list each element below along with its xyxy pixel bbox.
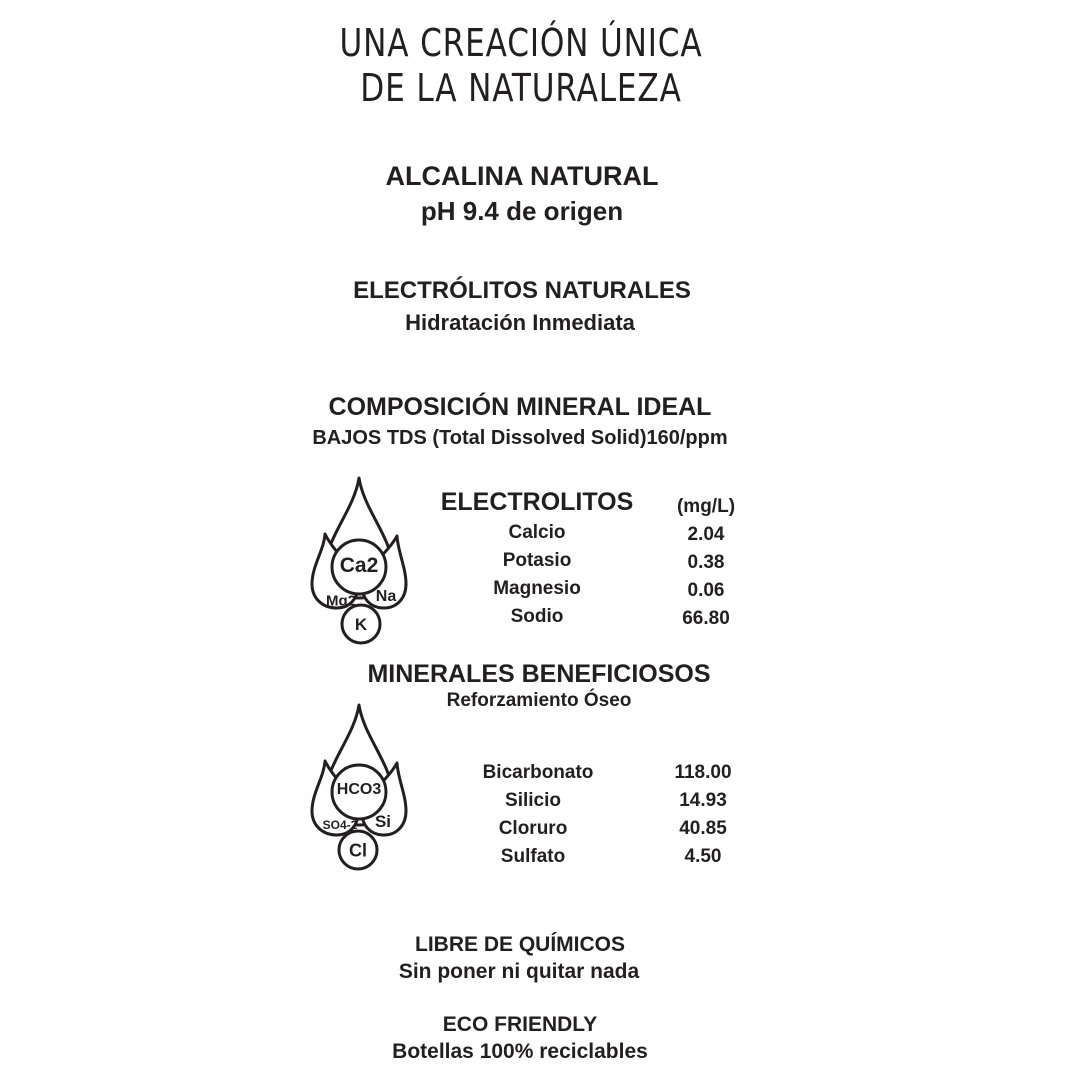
electrolyte-drops-icon (300, 470, 420, 645)
chemicals-subtitle: Sin poner ni quitar nada (398, 960, 640, 983)
electrolyte-row-name: Potasio (502, 550, 572, 571)
k-label: K (354, 615, 368, 634)
so4-label: SO4-2 (322, 818, 358, 832)
composition-title: COMPOSICIÓN MINERAL IDEAL (328, 393, 712, 421)
hco3-label: HCO3 (336, 781, 382, 798)
composition-subtitle: BAJOS TDS (Total Dissolved Solid)160/ppm (312, 427, 728, 449)
mineral-row-value: 14.93 (679, 790, 727, 811)
electrolyte-row-name: Sodio (510, 606, 564, 627)
ca-label: Ca2 (339, 554, 379, 577)
hero-title-line-2: DE LA NATURALEZA (360, 66, 682, 110)
unit-label: (mg/L) (676, 496, 736, 517)
electrolyte-row-value: 66.80 (682, 608, 730, 629)
mineral-row-name: Sulfato (500, 846, 566, 867)
hero-title-line-1: UNA CREACIÓN ÚNICA (339, 21, 703, 65)
electrolytes-intro-subtitle: Hidratación Inmediata (405, 310, 635, 335)
alkaline-title: ALCALINA NATURAL (385, 161, 659, 191)
cl-label: Cl (349, 840, 367, 861)
chemicals-title: LIBRE DE QUÍMICOS (414, 933, 626, 956)
mineral-row-name: Bicarbonato (482, 762, 594, 783)
na-label: Na (375, 588, 397, 605)
electrolyte-row-name: Calcio (508, 522, 566, 543)
electrolitos-heading: ELECTROLITOS (440, 488, 634, 516)
mineral-row-name: Cloruro (498, 818, 568, 839)
mineral-row-name: Silicio (505, 790, 561, 811)
electrolyte-row-value: 0.38 (687, 552, 725, 573)
si-label: Si (374, 812, 392, 831)
electrolyte-row-name: Magnesio (493, 578, 581, 599)
mg-label: Mg2 (326, 592, 356, 610)
alkaline-subtitle: pH 9.4 de origen (420, 196, 624, 226)
mineral-row-value: 40.85 (679, 818, 727, 839)
eco-title: ECO FRIENDLY (442, 1013, 598, 1036)
mineral-row-value: 4.50 (684, 846, 722, 867)
mineral-row-value: 118.00 (674, 762, 732, 783)
electrolyte-row-value: 2.04 (687, 524, 725, 545)
mineral-drops-icon (300, 697, 420, 872)
electrolytes-intro-title: ELECTRÓLITOS NATURALES (353, 277, 691, 304)
eco-subtitle: Botellas 100% reciclables (392, 1040, 648, 1063)
minerals-title: MINERALES BENEFICIOSOS (367, 660, 711, 688)
minerals-subtitle: Reforzamiento Óseo (446, 690, 632, 711)
electrolyte-row-value: 0.06 (687, 580, 725, 601)
